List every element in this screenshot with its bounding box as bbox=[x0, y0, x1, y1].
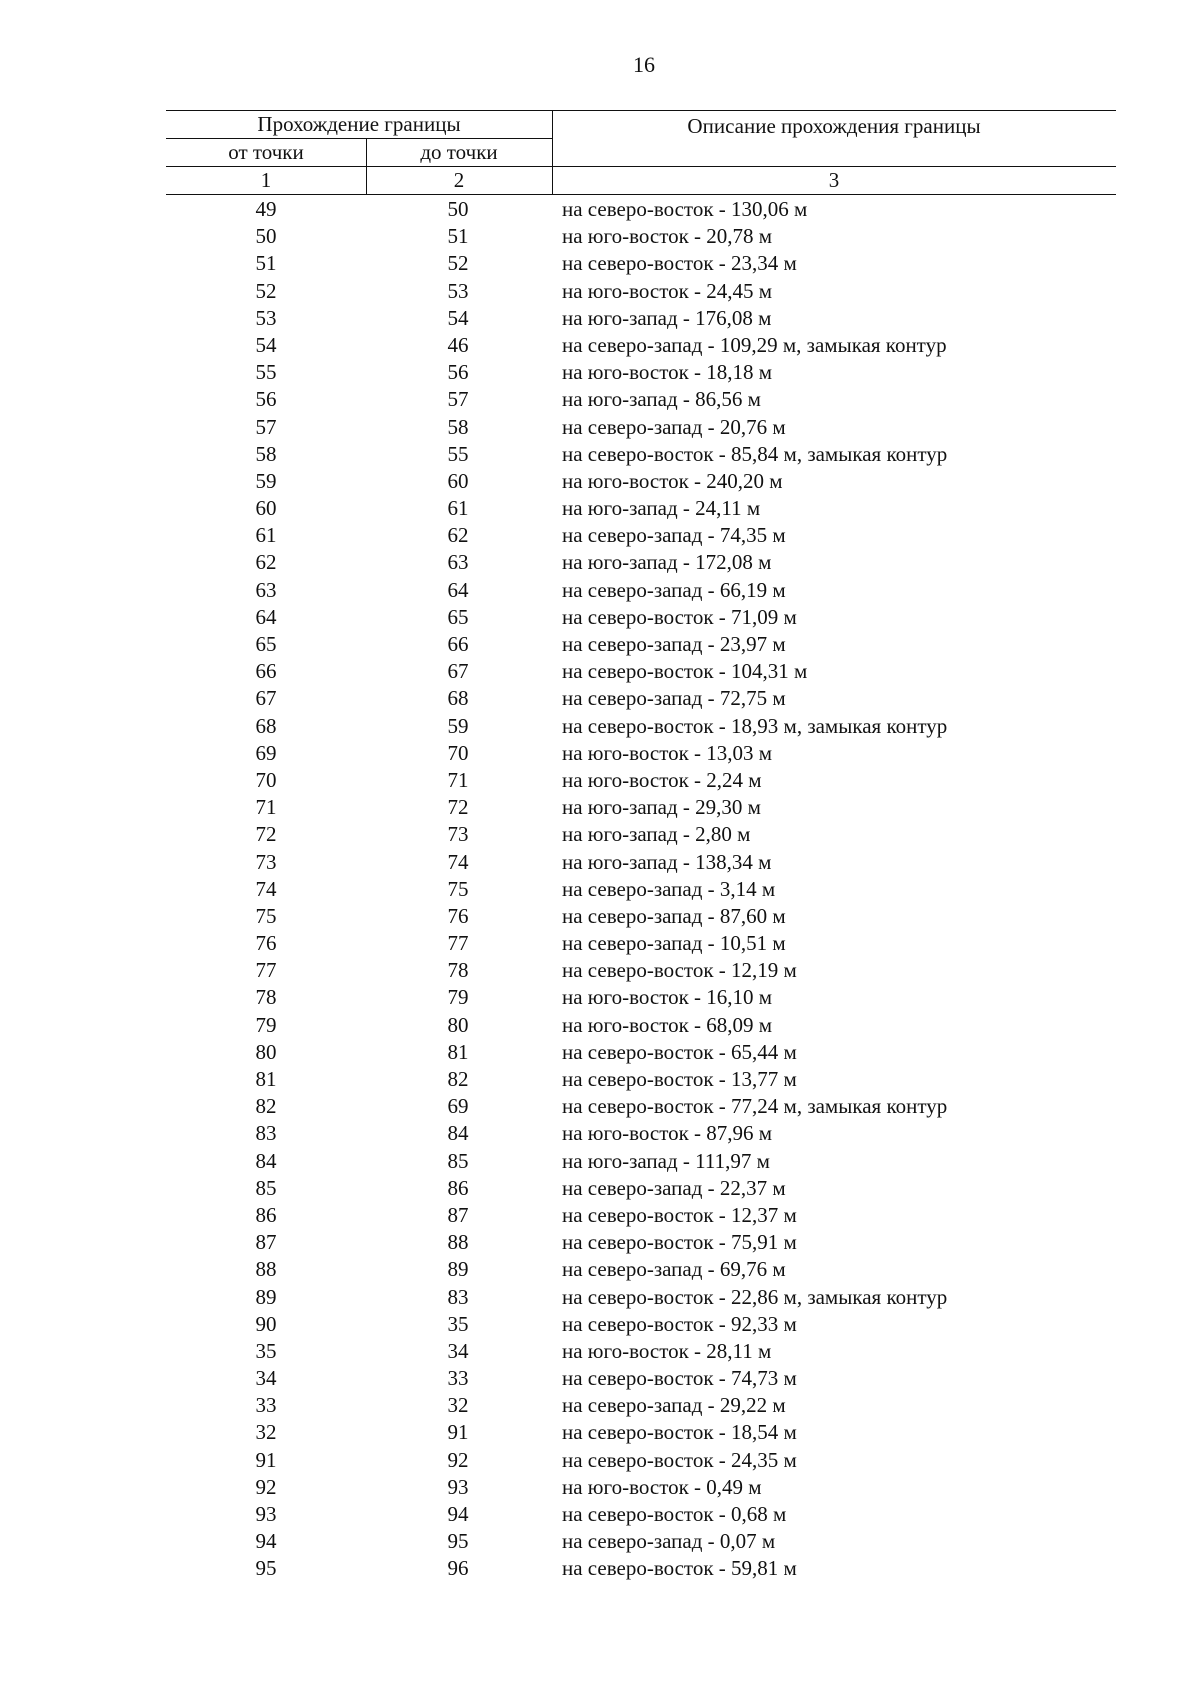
description-cell: на северо-запад - 22,37 м bbox=[562, 1175, 786, 1200]
table-row bbox=[166, 1392, 1116, 1419]
point-from-cell: 60 bbox=[255, 496, 277, 521]
point-from-cell: 49 bbox=[255, 197, 277, 221]
table-row bbox=[166, 1148, 1116, 1175]
point-to-cell: 46 bbox=[447, 332, 469, 357]
point-from-cell: 54 bbox=[255, 332, 277, 357]
group-title: Прохождение границы bbox=[257, 112, 461, 136]
point-to-cell: 94 bbox=[447, 1502, 469, 1526]
point-to-cell: 50 bbox=[447, 197, 469, 221]
point-to-cell: 77 bbox=[447, 931, 469, 956]
point-from-cell: 52 bbox=[255, 278, 277, 303]
description-cell: на юго-запад - 86,56 м bbox=[562, 387, 761, 412]
description-cell: на северо-восток - 12,19 м bbox=[562, 958, 797, 983]
table-row bbox=[166, 1528, 1116, 1555]
point-from-cell: 32 bbox=[255, 1420, 277, 1445]
table-row bbox=[166, 1120, 1116, 1147]
point-from-cell: 94 bbox=[255, 1529, 277, 1554]
description-cell: на северо-запад - 74,35 м bbox=[562, 523, 786, 548]
table-row bbox=[166, 1474, 1116, 1501]
point-to-cell: 93 bbox=[447, 1474, 469, 1499]
point-from-cell: 91 bbox=[255, 1447, 277, 1472]
point-to-cell: 73 bbox=[447, 822, 469, 847]
table-row bbox=[166, 1365, 1116, 1392]
point-to-cell: 63 bbox=[447, 550, 469, 575]
table-header bbox=[166, 110, 1116, 196]
point-to-cell: 59 bbox=[447, 713, 469, 738]
column-header-to: до точки bbox=[420, 140, 498, 164]
point-to-cell: 81 bbox=[447, 1039, 469, 1064]
point-to-cell: 71 bbox=[447, 767, 469, 792]
point-from-cell: 72 bbox=[255, 822, 277, 847]
description-cell: на северо-восток - 24,35 м bbox=[562, 1447, 797, 1472]
point-to-cell: 69 bbox=[447, 1094, 469, 1119]
table-row bbox=[166, 1311, 1116, 1338]
table-row bbox=[166, 1256, 1116, 1283]
boundary-table bbox=[166, 110, 1116, 1581]
description-cell: на юго-запад - 29,30 м bbox=[562, 795, 761, 820]
page-number: 16 bbox=[633, 52, 655, 77]
description-cell: на северо-запад - 87,60 м bbox=[562, 903, 786, 928]
point-to-cell: 91 bbox=[447, 1420, 469, 1445]
point-from-cell: 74 bbox=[255, 876, 277, 901]
point-to-cell: 96 bbox=[447, 1556, 469, 1581]
table-row bbox=[166, 604, 1116, 631]
point-from-cell: 62 bbox=[255, 550, 277, 575]
description-cell: на северо-восток - 77,24 м, замыкая контур bbox=[562, 1094, 948, 1119]
description-cell: на северо-восток - 71,09 м bbox=[562, 604, 797, 629]
point-to-cell: 32 bbox=[447, 1393, 469, 1418]
description-cell: на северо-запад - 29,22 м bbox=[562, 1393, 786, 1418]
point-from-cell: 33 bbox=[255, 1393, 277, 1418]
description-cell: на юго-восток - 240,20 м bbox=[562, 468, 783, 493]
point-to-cell: 82 bbox=[447, 1067, 469, 1091]
description-cell: на юго-восток - 24,45 м bbox=[562, 278, 773, 303]
point-to-cell: 62 bbox=[447, 523, 469, 548]
table-row bbox=[166, 767, 1116, 794]
point-to-cell: 53 bbox=[447, 278, 469, 303]
point-to-cell: 88 bbox=[447, 1230, 469, 1255]
point-to-cell: 85 bbox=[447, 1148, 469, 1173]
description-cell: на северо-восток - 85,84 м, замыкая контур bbox=[562, 441, 948, 466]
point-from-cell: 90 bbox=[255, 1311, 277, 1336]
point-from-cell: 95 bbox=[255, 1556, 277, 1581]
point-from-cell: 92 bbox=[255, 1474, 277, 1499]
table-row bbox=[166, 332, 1116, 359]
point-from-cell: 69 bbox=[255, 740, 277, 765]
table-row bbox=[166, 984, 1116, 1011]
point-from-cell: 93 bbox=[255, 1502, 277, 1526]
point-to-cell: 67 bbox=[447, 659, 469, 684]
table-row bbox=[166, 386, 1116, 413]
column-number-3: 3 bbox=[828, 168, 840, 192]
point-from-cell: 57 bbox=[255, 414, 277, 439]
point-from-cell: 55 bbox=[255, 360, 277, 385]
table-row bbox=[166, 1202, 1116, 1229]
description-cell: на юго-запад - 24,11 м bbox=[562, 496, 761, 521]
point-to-cell: 78 bbox=[447, 958, 469, 983]
point-to-cell: 70 bbox=[447, 740, 469, 765]
table-row bbox=[166, 196, 1116, 223]
point-from-cell: 82 bbox=[255, 1094, 277, 1119]
point-from-cell: 83 bbox=[255, 1121, 277, 1146]
table-row bbox=[166, 278, 1116, 305]
description-cell: на северо-запад - 66,19 м bbox=[562, 577, 786, 602]
table-row bbox=[166, 1501, 1116, 1528]
description-cell: на юго-запад - 138,34 м bbox=[562, 849, 772, 874]
point-to-cell: 89 bbox=[447, 1257, 469, 1282]
point-to-cell: 79 bbox=[447, 985, 469, 1010]
point-from-cell: 73 bbox=[255, 849, 277, 874]
point-to-cell: 66 bbox=[447, 632, 469, 656]
point-from-cell: 56 bbox=[255, 387, 277, 412]
point-from-cell: 70 bbox=[255, 767, 277, 792]
table-row bbox=[166, 1039, 1116, 1066]
point-to-cell: 68 bbox=[447, 686, 469, 711]
table-row bbox=[166, 522, 1116, 549]
point-to-cell: 33 bbox=[447, 1366, 469, 1391]
description-cell: на северо-восток - 92,33 м bbox=[562, 1311, 797, 1336]
table-row bbox=[166, 549, 1116, 576]
table-row bbox=[166, 1012, 1116, 1039]
table-row bbox=[166, 1338, 1116, 1365]
description-cell: на северо-восток - 59,81 м bbox=[562, 1556, 797, 1581]
point-to-cell: 84 bbox=[447, 1121, 469, 1146]
column-header-description: Описание прохождения границы bbox=[687, 114, 981, 138]
description-cell: на северо-восток - 65,44 м bbox=[562, 1039, 797, 1064]
description-cell: на северо-восток - 74,73 м bbox=[562, 1366, 797, 1391]
table-row bbox=[166, 223, 1116, 250]
table-row bbox=[166, 577, 1116, 604]
point-to-cell: 95 bbox=[447, 1529, 469, 1554]
point-to-cell: 87 bbox=[447, 1202, 469, 1227]
description-cell: на юго-запад - 176,08 м bbox=[562, 305, 772, 330]
point-from-cell: 68 bbox=[255, 713, 277, 738]
description-cell: на северо-запад - 10,51 м bbox=[562, 931, 786, 956]
point-from-cell: 87 bbox=[255, 1230, 277, 1255]
point-from-cell: 59 bbox=[255, 468, 277, 493]
table-row bbox=[166, 414, 1116, 441]
description-cell: на северо-запад - 20,76 м bbox=[562, 414, 786, 439]
point-to-cell: 54 bbox=[447, 305, 469, 330]
table-row bbox=[166, 1419, 1116, 1446]
point-to-cell: 34 bbox=[447, 1338, 469, 1363]
point-from-cell: 66 bbox=[255, 659, 277, 684]
table-row bbox=[166, 794, 1116, 821]
table-row bbox=[166, 1555, 1116, 1582]
description-cell: на юго-восток - 2,24 м bbox=[562, 767, 762, 792]
description-cell: на северо-запад - 69,76 м bbox=[562, 1257, 786, 1282]
table-row bbox=[166, 250, 1116, 277]
description-cell: на северо-восток - 23,34 м bbox=[562, 251, 797, 276]
point-from-cell: 34 bbox=[255, 1366, 277, 1391]
point-from-cell: 76 bbox=[255, 931, 277, 956]
point-to-cell: 72 bbox=[447, 795, 469, 820]
point-to-cell: 52 bbox=[447, 251, 469, 276]
point-from-cell: 79 bbox=[255, 1012, 277, 1037]
description-cell: на северо-восток - 104,31 м bbox=[562, 659, 808, 684]
point-to-cell: 60 bbox=[447, 468, 469, 493]
column-number-1: 1 bbox=[260, 168, 272, 192]
description-cell: на юго-запад - 2,80 м bbox=[562, 822, 751, 847]
description-cell: на юго-восток - 20,78 м bbox=[562, 224, 773, 249]
table-row bbox=[166, 359, 1116, 386]
point-from-cell: 50 bbox=[255, 224, 277, 249]
table-body bbox=[166, 196, 1116, 1583]
table-row bbox=[166, 441, 1116, 468]
table-row bbox=[166, 468, 1116, 495]
description-cell: на северо-запад - 3,14 м bbox=[562, 876, 776, 901]
description-cell: на юго-восток - 16,10 м bbox=[562, 985, 773, 1010]
point-to-cell: 76 bbox=[447, 903, 469, 928]
point-from-cell: 80 bbox=[255, 1039, 277, 1064]
table-row bbox=[166, 930, 1116, 957]
description-cell: на северо-восток - 130,06 м bbox=[562, 197, 808, 221]
description-cell: на северо-восток - 22,86 м, замыкая контур bbox=[562, 1284, 948, 1309]
table-row bbox=[166, 631, 1116, 658]
point-to-cell: 61 bbox=[447, 496, 469, 521]
description-cell: на юго-восток - 0,49 м bbox=[562, 1474, 762, 1499]
point-from-cell: 71 bbox=[255, 795, 277, 820]
table-row bbox=[166, 305, 1116, 332]
description-cell: на северо-запад - 72,75 м bbox=[562, 686, 786, 711]
description-cell: на северо-восток - 12,37 м bbox=[562, 1202, 797, 1227]
point-to-cell: 74 bbox=[447, 849, 469, 874]
point-to-cell: 86 bbox=[447, 1175, 469, 1200]
point-to-cell: 58 bbox=[447, 414, 469, 439]
table-row bbox=[166, 1175, 1116, 1202]
table-row bbox=[166, 658, 1116, 685]
description-cell: на северо-запад - 0,07 м bbox=[562, 1529, 776, 1554]
table-row bbox=[166, 713, 1116, 740]
point-to-cell: 57 bbox=[447, 387, 469, 412]
point-from-cell: 58 bbox=[255, 441, 277, 466]
description-cell: на северо-восток - 13,77 м bbox=[562, 1067, 797, 1091]
point-from-cell: 75 bbox=[255, 903, 277, 928]
point-to-cell: 56 bbox=[447, 360, 469, 385]
point-from-cell: 89 bbox=[255, 1284, 277, 1309]
point-to-cell: 51 bbox=[447, 224, 469, 249]
table-row bbox=[166, 821, 1116, 848]
description-cell: на юго-запад - 111,97 м bbox=[562, 1148, 770, 1173]
point-to-cell: 75 bbox=[447, 876, 469, 901]
table-row bbox=[166, 1093, 1116, 1120]
table-row bbox=[166, 876, 1116, 903]
point-from-cell: 88 bbox=[255, 1257, 277, 1282]
table-row bbox=[166, 740, 1116, 767]
table-row bbox=[166, 495, 1116, 522]
point-from-cell: 35 bbox=[255, 1338, 277, 1363]
table-row bbox=[166, 1229, 1116, 1256]
description-cell: на юго-восток - 18,18 м bbox=[562, 360, 773, 385]
point-to-cell: 65 bbox=[447, 604, 469, 629]
point-from-cell: 65 bbox=[255, 632, 277, 656]
point-from-cell: 51 bbox=[255, 251, 277, 276]
point-from-cell: 53 bbox=[255, 305, 277, 330]
point-to-cell: 55 bbox=[447, 441, 469, 466]
point-from-cell: 81 bbox=[255, 1067, 277, 1091]
table-row bbox=[166, 1284, 1116, 1311]
description-cell: на северо-запад - 23,97 м bbox=[562, 632, 786, 656]
description-cell: на северо-восток - 18,93 м, замыкая контур bbox=[562, 713, 948, 738]
point-from-cell: 77 bbox=[255, 958, 277, 983]
table-row bbox=[166, 957, 1116, 984]
point-from-cell: 67 bbox=[255, 686, 277, 711]
point-from-cell: 84 bbox=[255, 1148, 277, 1173]
table-row bbox=[166, 1447, 1116, 1474]
description-cell: на юго-восток - 87,96 м bbox=[562, 1121, 773, 1146]
description-cell: на юго-восток - 68,09 м bbox=[562, 1012, 773, 1037]
description-cell: на северо-восток - 75,91 м bbox=[562, 1230, 797, 1255]
table-row bbox=[166, 903, 1116, 930]
point-to-cell: 80 bbox=[447, 1012, 469, 1037]
description-cell: на северо-восток - 0,68 м bbox=[562, 1502, 787, 1526]
table-row bbox=[166, 849, 1116, 876]
point-to-cell: 83 bbox=[447, 1284, 469, 1309]
point-from-cell: 61 bbox=[255, 523, 277, 548]
column-number-2: 2 bbox=[453, 168, 465, 192]
description-cell: на юго-восток - 13,03 м bbox=[562, 740, 773, 765]
description-cell: на северо-запад - 109,29 м, замыкая контур bbox=[562, 332, 947, 357]
description-cell: на юго-запад - 172,08 м bbox=[562, 550, 772, 575]
point-from-cell: 63 bbox=[255, 577, 277, 602]
point-from-cell: 64 bbox=[255, 604, 277, 629]
description-cell: на северо-восток - 18,54 м bbox=[562, 1420, 797, 1445]
point-from-cell: 78 bbox=[255, 985, 277, 1010]
point-from-cell: 85 bbox=[255, 1175, 277, 1200]
point-from-cell: 86 bbox=[255, 1202, 277, 1227]
description-cell: на юго-восток - 28,11 м bbox=[562, 1338, 772, 1363]
column-header-from: от точки bbox=[228, 140, 304, 164]
point-to-cell: 35 bbox=[447, 1311, 469, 1336]
table-row bbox=[166, 685, 1116, 712]
table-row bbox=[166, 1066, 1116, 1093]
point-to-cell: 92 bbox=[447, 1447, 469, 1472]
point-to-cell: 64 bbox=[447, 577, 469, 602]
